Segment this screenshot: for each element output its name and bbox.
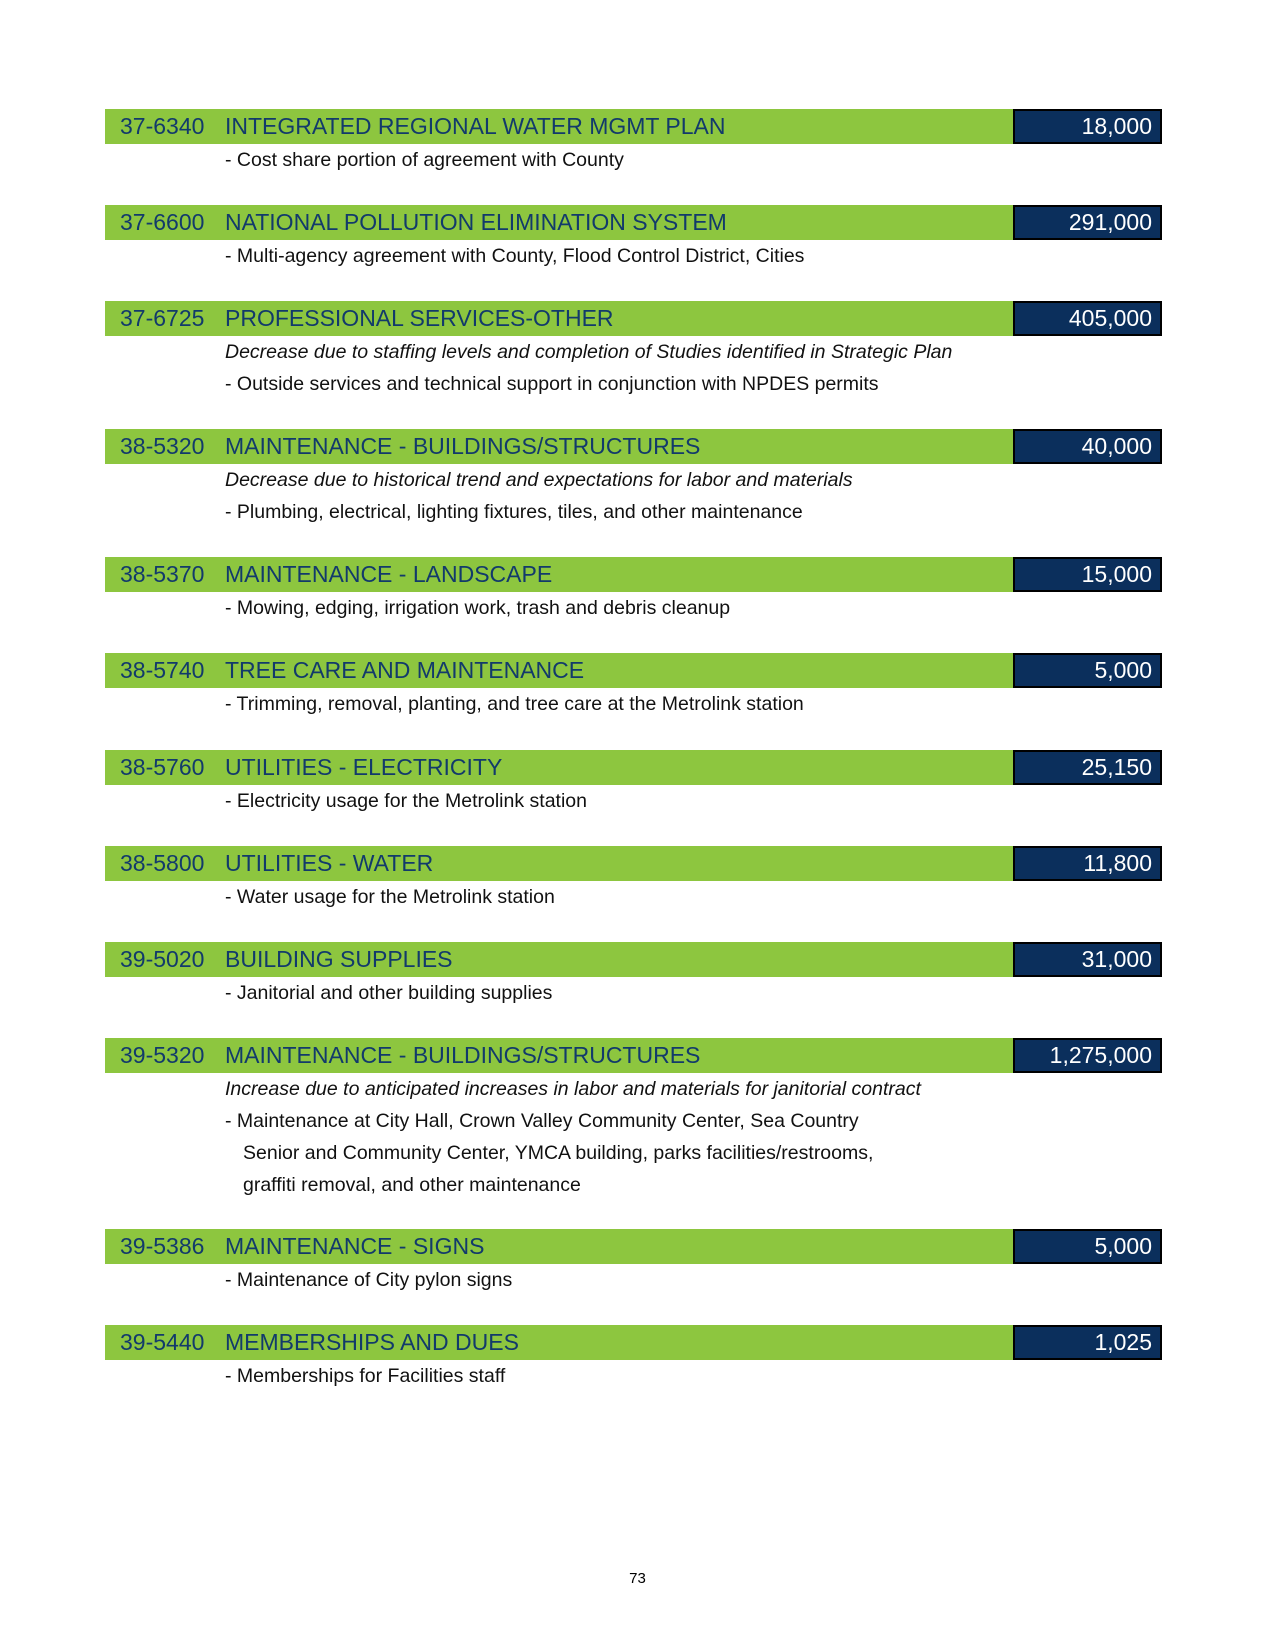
account-title: UTILITIES - WATER (225, 850, 434, 876)
amount-value: 1,025 (1094, 1329, 1152, 1355)
change-note: Increase due to anticipated increases in labor and materials for janitorial contract (225, 1078, 921, 1100)
change-note: Decrease due to historical trend and expectations for labor and materials (225, 469, 853, 491)
amount-box (1013, 205, 1162, 240)
amount-box (1013, 1038, 1162, 1073)
description-line: - Cost share portion of agreement with County (225, 149, 624, 171)
amount-value: 18,000 (1081, 113, 1152, 139)
account-title: INTEGRATED REGIONAL WATER MGMT PLAN (225, 113, 726, 139)
description-line: - Outside services and technical support in conjunction with NPDES permits (225, 373, 879, 395)
amount-box (1013, 301, 1162, 336)
amount-box (1013, 109, 1162, 144)
amount-value: 5,000 (1094, 657, 1152, 683)
description-line: - Mowing, edging, irrigation work, trash and debris cleanup (225, 597, 731, 619)
amount-value: 31,000 (1081, 946, 1152, 972)
description-line: Senior and Community Center, YMCA building, parks facilities/restrooms, (243, 1142, 874, 1164)
description-line: - Janitorial and other building supplies (225, 982, 553, 1004)
amount-box (1013, 557, 1162, 592)
amount-box (1013, 429, 1162, 464)
amount-box (1013, 942, 1162, 977)
account-code: 39-5320 (120, 1042, 205, 1068)
description-line: - Water usage for the Metrolink station (225, 886, 555, 908)
description-line: - Maintenance of City pylon signs (225, 1269, 513, 1291)
amount-box (1013, 653, 1162, 688)
account-title: TREE CARE AND MAINTENANCE (225, 657, 585, 683)
account-title: MAINTENANCE - BUILDINGS/STRUCTURES (225, 433, 701, 459)
description-line: - Maintenance at City Hall, Crown Valley Community Center, Sea Country (225, 1110, 859, 1132)
account-title: UTILITIES - ELECTRICITY (225, 754, 503, 780)
amount-box (1013, 846, 1162, 881)
account-title: BUILDING SUPPLIES (225, 946, 453, 972)
account-code: 38-5760 (120, 754, 205, 780)
account-code: 38-5800 (120, 850, 205, 876)
account-code: 39-5386 (120, 1233, 205, 1259)
account-code: 38-5370 (120, 561, 205, 587)
amount-value: 25,150 (1081, 754, 1152, 780)
amount-value: 1,275,000 (1049, 1042, 1152, 1068)
description-line: - Trimming, removal, planting, and tree care at the Metrolink station (225, 693, 804, 715)
amount-value: 15,000 (1081, 561, 1152, 587)
account-title: PROFESSIONAL SERVICES-OTHER (225, 305, 614, 331)
page-number: 73 (629, 1570, 646, 1587)
amount-box (1013, 750, 1162, 785)
amount-value: 291,000 (1068, 209, 1152, 235)
description-line: - Plumbing, electrical, lighting fixtures, tiles, and other maintenance (225, 501, 803, 523)
account-code: 37-6600 (120, 209, 205, 235)
account-code: 39-5440 (120, 1329, 205, 1355)
account-code: 38-5320 (120, 433, 205, 459)
amount-box (1013, 1325, 1162, 1360)
amount-value: 11,800 (1083, 850, 1152, 876)
description-line: - Memberships for Facilities staff (225, 1365, 506, 1387)
amount-value: 405,000 (1068, 305, 1152, 331)
account-title: MAINTENANCE - BUILDINGS/STRUCTURES (225, 1042, 701, 1068)
amount-value: 5,000 (1094, 1233, 1152, 1259)
account-title: MAINTENANCE - LANDSCAPE (225, 561, 553, 587)
account-code: 39-5020 (120, 946, 205, 972)
amount-box (1013, 1229, 1162, 1264)
amount-value: 40,000 (1081, 433, 1152, 459)
description-line: graffiti removal, and other maintenance (243, 1174, 581, 1196)
account-code: 37-6725 (120, 305, 205, 331)
account-title: MAINTENANCE - SIGNS (225, 1233, 485, 1259)
description-line: - Electricity usage for the Metrolink station (225, 790, 587, 812)
account-code: 37-6340 (120, 113, 205, 139)
description-line: - Multi-agency agreement with County, Flood Control District, Cities (225, 245, 805, 267)
change-note: Decrease due to staffing levels and completion of Studies identified in Strategic Plan (225, 341, 953, 363)
account-title: MEMBERSHIPS AND DUES (225, 1329, 519, 1355)
account-code: 38-5740 (120, 657, 205, 683)
account-title: NATIONAL POLLUTION ELIMINATION SYSTEM (225, 209, 727, 235)
